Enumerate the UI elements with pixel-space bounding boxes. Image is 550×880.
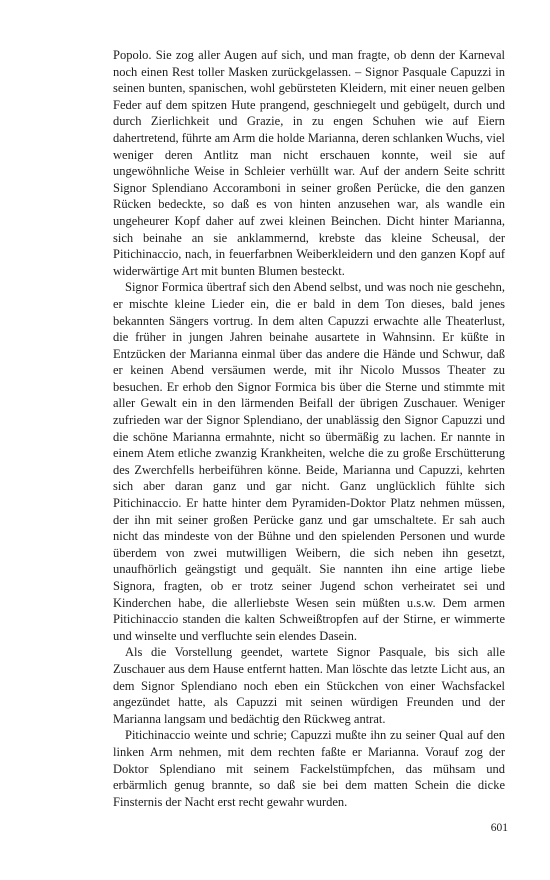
paragraph-4: Pitichinaccio weinte und schrie; Capuzzi mußte ihn zu seiner Qual auf den linken Arm nehmen, mit dem rechten faßte er Marianna. Vorauf zog der Doktor Splendiano mit seinem Fackelstümpfchen, das mühsam und erbärmlich genug brannte, so daß sie bei dem matten Schein die dicke Finsternis der Nacht erst recht gewahr wurden. [113,728,505,809]
body-text [113,47,505,810]
paragraph-2: Signor Formica übertraf sich den Abend selbst, und was noch nie geschehn, er mischte kleine Lieder ein, die er bald in dem Ton dieses, bald jenes bekannten Sängers vortrug. In dem alten Capuzzi erwachte alle Theaterlust, die früher in jungen Jahren beinahe ausartete in Wahnsinn. Er küßte in Entzücken der Marianna einmal über das andere die Hände und Schwur, daß er keinen Abend versäumen werde, mit ihr Nicolo Mussos Theater zu besuchen. Er erhob den Signor Formica bis über die Sterne und stimmte mit aller Gewalt ein in den lärmenden Beifall der übrigen Zuschauer. Weniger zufrieden war der Signor Splendiano, der unablässig den Signor Capuzzi und die schöne Marianna ermahnte, nicht so übermäßig zu lachen. Er nannte in einem Atem etliche zwanzig Krankheiten, welche die zu große Erschütterung des Zwerchfells herbeiführen könne. Beide, Marianna und Capuzzi, kehrten sich aber daran ganz und gar nicht. Ganz unglücklich fühlte sich Pitichinaccio. Er hatte hinter dem Pyramiden-Doktor Platz nehmen müssen, der ihn mit seiner großen Perücke ganz und gar umschaltete. Er sah auch nicht das mindeste von der Bühne und den spielenden Personen und wurde überdem von zwei mutwilligen Weibern, die sich neben ihn gesetzt, unaufhörlich geängstigt und gequält. Sie nannten ihn eine artige liebe Signora, fragten, ob er trotz seiner Jugend schon verheiratet sei und Kinderchen habe, die allerliebste Wesen sein müßten u.s.w. Dem armen Pitichinaccio standen die kalten Schweißtropfen auf der Stirne, er wimmerte und winselte und verfluchte sein elendes Dasein. [113,280,505,643]
page-number: 601 [490,822,508,834]
paragraph-3: Als die Vorstellung geendet, wartete Signor Pasquale, bis sich alle Zuschauer aus dem Hause entfernt hatten. Man löschte das letzte Licht aus, an dem Signor Splendiano noch eben ein Stückchen von einer Wachsfackel angezündet hatte, als Capuzzi mit seinen würdigen Freunden und der Marianna langsam und bedächtig den Rückweg antrat. [113,645,505,726]
paragraph-1: Popolo. Sie zog aller Augen auf sich, und man fragte, ob denn der Karneval noch einen Rest toller Masken zurückgelassen. – Signor Pasquale Capuzzi in seinen bunten, spanischen, wohl gebürsteten Kleidern, mit einer neuen gelben Feder auf dem spitzen Hute prangend, geschniegelt und gebügelt, durch und durch Zierlichkeit und Grazie, in zu engen Schuhen wie auf Eiern dahertretend, führte am Arm die holde Marianna, deren schlanken Wuchs, viel weniger deren Antlitz man nicht erschauen konnte, weil sie auf ungewöhnliche Weise in Schleier verhüllt war. Auf der andern Seite schritt Signor Splendiano Accoramboni in seiner großen Perücke, die den ganzen Rücken bedeckte, so daß es von hinten anzusehen war, als wandle ein ungeheurer Kopf daher auf zwei kleinen Beinchen. Dicht hinter Marianna, sich beinahe an sie anklammernd, krebste das kleine Scheusal, der Pitichinaccio, nach, in feuerfarbnen Weiberkleidern und den ganzen Kopf auf widerwärtige Art mit bunten Blumen besteckt. [113,48,505,278]
